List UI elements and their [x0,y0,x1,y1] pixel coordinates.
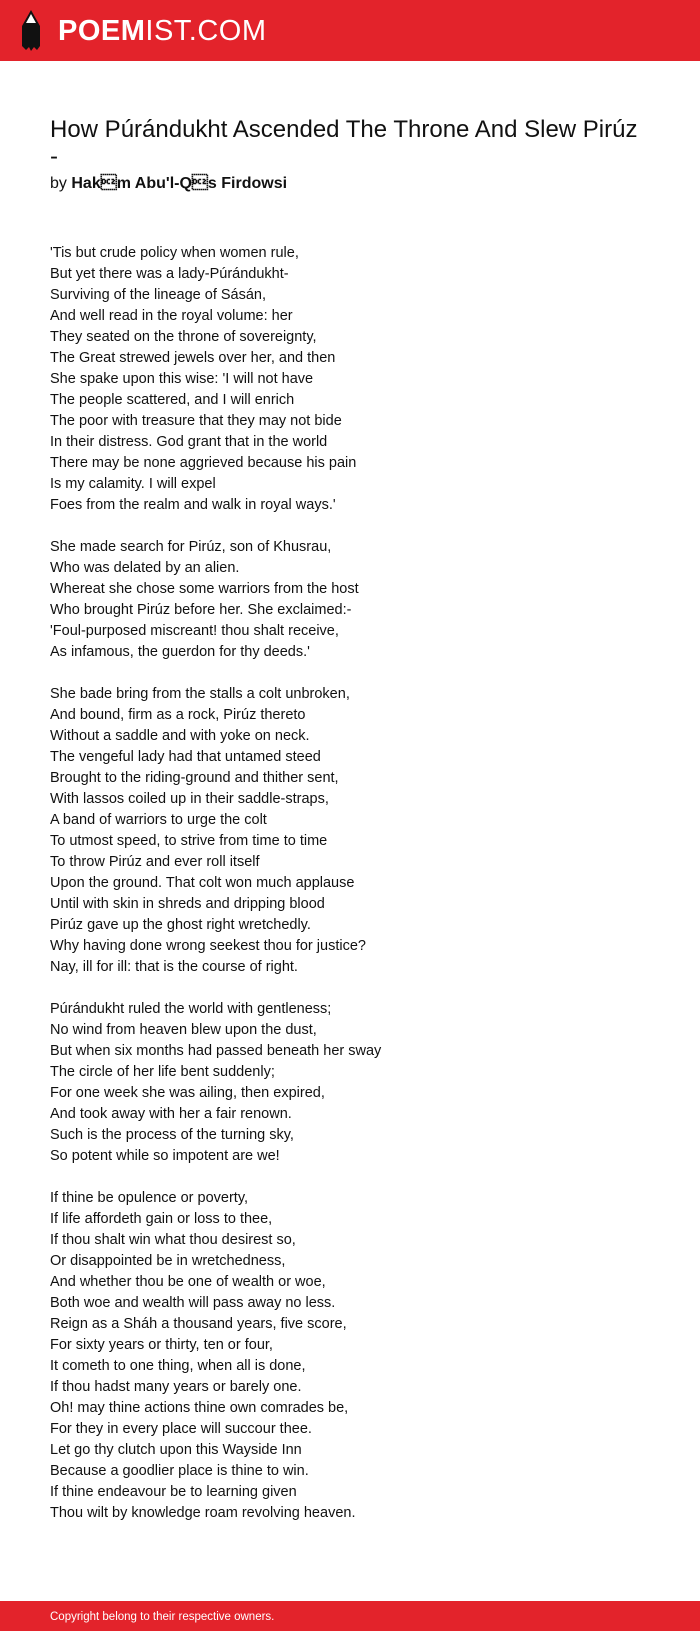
poem-body [50,243,650,1545]
poem-stanza [50,1188,650,1524]
poem-line: If life affordeth gain or loss to thee, [50,1211,273,1227]
poem-line: A band of warriors to urge the colt [50,812,267,828]
site-logo[interactable] [18,10,267,52]
poem-line: But yet there was a lady-Púrándukht- [50,266,289,282]
poem-line: They seated on the throne of sovereignty, [50,329,317,345]
poem-line: And whether thou be one of wealth or woe, [50,1274,326,1290]
poem-title: How Púrándukht Ascended The Throne And Slew Pirúz - [50,116,638,170]
site-header [0,0,700,61]
byline-prefix: by [50,175,67,192]
poem-line: Nay, ill for ill: that is the course of right. [50,959,298,975]
poem-line: Because a goodlier place is thine to win. [50,1463,309,1479]
poem-line: The circle of her life bent suddenly; [50,1064,275,1080]
poem-line: No wind from heaven blew upon the dust, [50,1022,317,1038]
poem-stanza [50,537,650,663]
poem-line: Oh! may thine actions thine own comrades be, [50,1400,349,1416]
poem-line: She made search for Pirúz, son of Khusrau, [50,539,332,555]
poem-line: Brought to the riding-ground and thither sent, [50,770,339,786]
poem-line: Púrándukht ruled the world with gentleness; [50,1001,332,1017]
poem-line: And bound, firm as a rock, Pirúz thereto [50,707,306,723]
poem-line: If thine endeavour be to learning given [50,1484,297,1500]
pencil-icon [18,10,44,52]
poem-line: But when six months had passed beneath her sway [50,1043,382,1059]
poem-line: For one week she was ailing, then expired, [50,1085,325,1101]
poem-line: Foes from the realm and walk in royal ways.' [50,497,336,513]
poem-line: Reign as a Sháh a thousand years, five score, [50,1316,347,1332]
poem-line: Who brought Pirúz before her. She exclaimed:- [50,602,352,618]
poem-line: In their distress. God grant that in the world [50,434,328,450]
poem-line: 'Tis but crude policy when women rule, [50,245,299,261]
poem-line: If thou shalt win what thou desirest so, [50,1232,296,1248]
poem-line: Without a saddle and with yoke on neck. [50,728,310,744]
brand-name [58,10,267,52]
poem-line: Is my calamity. I will expel [50,476,216,492]
poem-line: For sixty years or thirty, ten or four, [50,1337,273,1353]
poem-stanza [50,999,650,1167]
poem-line: There may be none aggrieved because his pain [50,455,357,471]
poem-line: She spake upon this wise: 'I will not have [50,371,314,387]
poem-line: And well read in the royal volume: her [50,308,293,324]
poem-line: To utmost speed, to strive from time to time [50,833,328,849]
poem-line: Pirúz gave up the ghost right wretchedly. [50,917,311,933]
poem-line: The people scattered, and I will enrich [50,392,295,408]
poem-line: For they in every place will succour thee. [50,1421,312,1437]
poem-line: Thou wilt by knowledge roam revolving heaven. [50,1505,356,1521]
copyright-text: Copyright belong to their respective owners. [50,1611,275,1623]
poem-line: If thou hadst many years or barely one. [50,1379,302,1395]
poem-stanza [50,684,650,978]
poem-line: Such is the process of the turning sky, [50,1127,294,1143]
brand-name-bold: POEM [58,15,146,47]
poem-line: The vengeful lady had that untamed steed [50,749,321,765]
brand-name-light: IST.COM [145,15,267,47]
poem-line: Let go thy clutch upon this Wayside Inn [50,1442,302,1458]
poem-line: To throw Pirúz and ever roll itself [50,854,260,870]
poem-line: The Great strewed jewels over her, and then [50,350,336,366]
poem-line: Whereat she chose some warriors from the host [50,581,359,597]
poem-line: Why having done wrong seekest thou for justice? [50,938,366,954]
poem-line: Who was delated by an alien. [50,560,240,576]
poem-line: Surviving of the lineage of Sásán, [50,287,267,303]
poem-line: So potent while so impotent are we! [50,1148,280,1164]
poem-line: 'Foul-purposed miscreant! thou shalt receive, [50,623,339,639]
poem-line: Or disappointed be in wretchedness, [50,1253,286,1269]
poem-stanza [50,243,650,516]
poem-author[interactable]: Hakm Abu'l-Qs Firdowsi [71,175,288,192]
poem-line: The poor with treasure that they may not bide [50,413,342,429]
poem-line: If thine be opulence or poverty, [50,1190,249,1206]
poem-line: And took away with her a fair renown. [50,1106,292,1122]
poem-line: Both woe and wealth will pass away no less. [50,1295,336,1311]
poem-line: She bade bring from the stalls a colt unbroken, [50,686,350,702]
poem-line: With lassos coiled up in their saddle-straps, [50,791,329,807]
poem-line: Until with skin in shreds and dripping blood [50,896,325,912]
poem-line: As infamous, the guerdon for thy deeds.' [50,644,310,660]
site-footer [0,1601,700,1631]
poem-byline [50,174,287,194]
poem-line: It cometh to one thing, when all is done, [50,1358,306,1374]
poem-line: Upon the ground. That colt won much applause [50,875,355,891]
